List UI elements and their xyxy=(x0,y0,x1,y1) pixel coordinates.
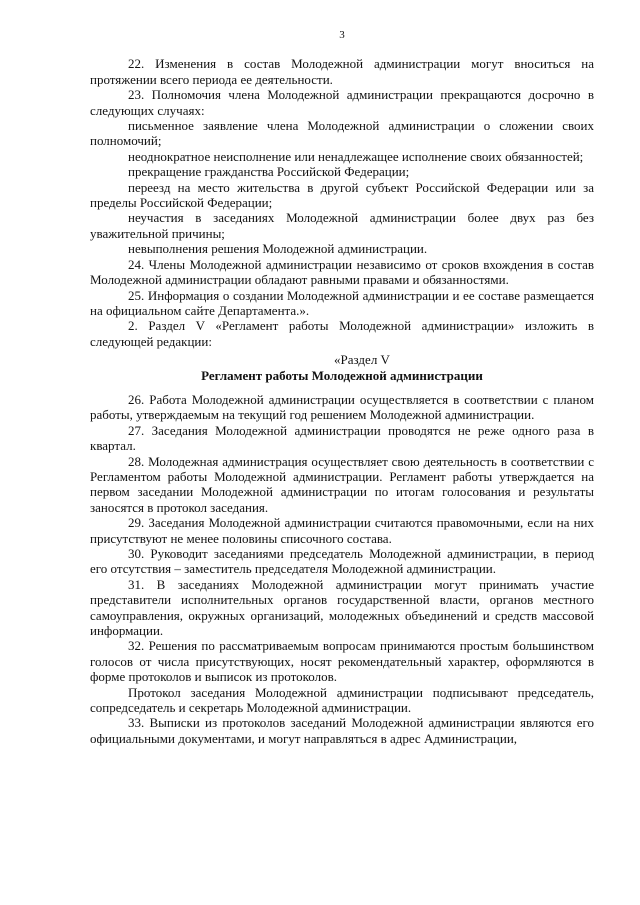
list-item-absence: неучастия в заседаниях Молодежной администрации более двух раз без уважительной причины; xyxy=(90,210,594,241)
list-item-non-performance: неоднократное неисполнение или ненадлежащее исполнение своих обязанностей; xyxy=(128,148,584,164)
paragraph-29: 29. Заседания Молодежной администрации считаются правомочными, если на них присутствуют не менее половины списочного состава. xyxy=(90,515,594,546)
section-title: Регламент работы Молодежной администрации xyxy=(201,367,483,383)
list-item-relocation: переезд на место жительства в другой субъект Российской Федерации или за пределы Российской Федерации; xyxy=(90,179,594,211)
paragraph-24: 24. Члены Молодежной администрации независимо от сроков вхождения в состав Молодежной администрации обладают равными правами и обязанностями. xyxy=(90,256,594,288)
paragraph-section-change: 2. Раздел V «Регламент работы Молодежной администрации» изложить в следующей редакции: xyxy=(90,318,594,349)
paragraph-27: 27. Заседания Молодежной администрации проводятся не реже одного раза в квартал. xyxy=(90,422,594,454)
paragraph-26: 26. Работа Молодежной администрации осуществляется в соответствии с планом работы, утверждаемым на текущий год решением Молодежной администрации. xyxy=(90,391,594,423)
paragraph-25: 25. Информация о создании Молодежной администрации и ее составе размещается на официальном сайте Департамента.». xyxy=(90,287,594,318)
paragraph-protocol: Протокол заседания Молодежной администрации подписывают председатель, сопредседатель и секретарь Молодежной администрации. xyxy=(90,684,594,716)
page-number: 3 xyxy=(339,29,345,41)
paragraph-22: 22. Изменения в состав Молодежной администрации могут вноситься на протяжении всего периода ее деятельности. xyxy=(90,56,594,87)
paragraph-32: 32. Решения по рассматриваемым вопросам принимаются простым большинством голосов от числа присутствующих, носят рекомендательный характер, оформляются в форме протоколов и выписок из протоколов. xyxy=(90,638,594,685)
section-label: «Раздел V xyxy=(334,352,390,368)
paragraph-30: 30. Руководит заседаниями председатель Молодежной администрации, в период его отсутствия – заместитель председателя Молодежной администрации. xyxy=(90,546,594,577)
list-item-written-statement: письменное заявление члена Молодежной администрации о сложении своих полномочий; xyxy=(90,118,594,149)
paragraph-28: 28. Молодежная администрация осуществляет свою деятельность в соответствии с Регламентом работы Молодежной администрации. Регламент работы утверждается на первом заседании Молодежной администрации по итогам голосования и результаты заносятся в протокол заседания. xyxy=(90,453,594,515)
paragraph-31: 31. В заседаниях Молодежной администрации могут принимать участие представители исполнительных органов государственной власти, органов местного самоуправления, окружных организаций, молодежных объединений и средств массовой информации. xyxy=(90,576,594,639)
list-item-non-fulfillment: невыполнения решения Молодежной администрации. xyxy=(128,241,428,257)
paragraph-33: 33. Выписки из протоколов заседаний Молодежной администрации являются его официальными документами, и могут направляться в адрес Администрации, xyxy=(90,715,594,746)
paragraph-23: 23. Полномочия члена Молодежной администрации прекращаются досрочно в следующих случаях: xyxy=(90,87,594,118)
list-item-citizenship: прекращение гражданства Российской Федерации; xyxy=(128,164,410,180)
